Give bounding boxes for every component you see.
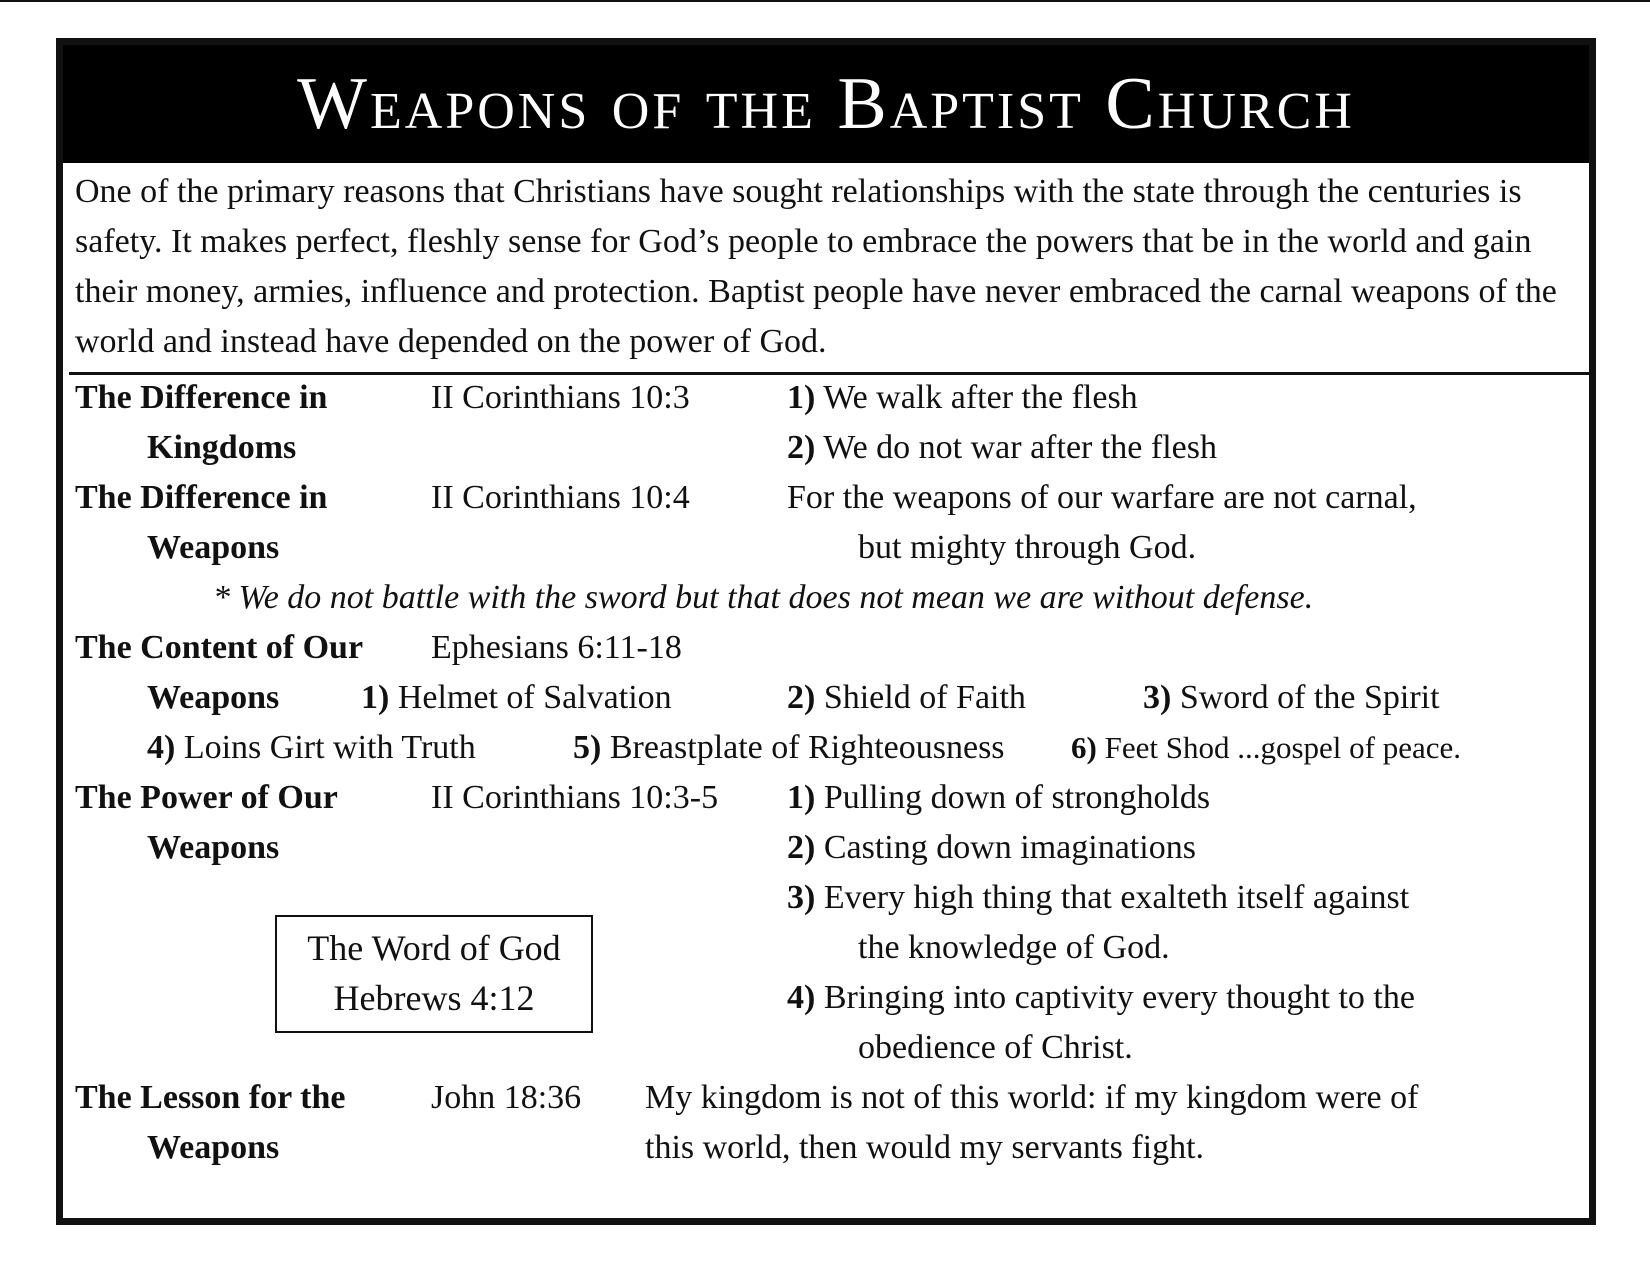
item-text: Breastplate of Righteousness: [609, 729, 1005, 766]
intro-paragraph: One of the primary reasons that Christians have sought relationships with the state through the centuries is safety. It makes perfect, fleshly sense for God’s people to embrace the powers that be in the world and gain their money, armies, influence and protection. Baptist people have never embraced the carnal weapons of the world and instead have depended on the power of God.: [75, 173, 1557, 360]
lesson-reference: John 18:36: [431, 1079, 582, 1116]
document-sheet: [56, 38, 1596, 1225]
power-item-4-continuation: obedience of Christ.: [858, 1029, 1133, 1066]
weapons-difference-heading-line2: Weapons: [147, 529, 280, 566]
item-number: 2): [787, 829, 816, 866]
item-number: 5): [573, 729, 602, 766]
content-heading-line2: Weapons: [147, 679, 280, 716]
content-item-1: [361, 673, 672, 723]
item-text: Every high thing that exalteth itself against: [823, 879, 1410, 916]
lesson-text-line1: My kingdom is not of this world: if my kingdom were of: [645, 1079, 1419, 1116]
power-item-1: [787, 773, 1210, 823]
power-item-2: [787, 823, 1196, 873]
item-text: Casting down imaginations: [823, 829, 1196, 866]
item-number: 3): [1143, 679, 1172, 716]
word-box-line1: The Word of God: [307, 928, 561, 968]
page-title: Weapons of the Baptist Church: [297, 63, 1355, 145]
power-item-3-continuation: the knowledge of God.: [858, 929, 1170, 966]
item-text: Helmet of Salvation: [397, 679, 672, 716]
item-text: Loins Girt with Truth: [183, 729, 476, 766]
kingdoms-heading-line2: Kingdoms: [147, 429, 297, 466]
item-text: Feet Shod ...gospel of peace.: [1104, 730, 1461, 765]
lesson-heading-line2: Weapons: [147, 1129, 280, 1166]
item-number: 1): [787, 779, 816, 816]
power-reference: II Corinthians 10:3-5: [431, 779, 719, 816]
power-heading-line2: Weapons: [147, 829, 280, 866]
weapons-difference-heading-line1: The Difference in: [75, 479, 328, 516]
content-item-3: [1143, 673, 1440, 723]
lesson-text-line2: this world, then would my servants fight.: [645, 1129, 1205, 1166]
lesson-heading-line1: The Lesson for the: [75, 1079, 346, 1116]
weapons-difference-text-line2: but mighty through God.: [858, 529, 1197, 566]
content-item-6: [1071, 723, 1461, 773]
top-rule: [0, 0, 1650, 2]
power-heading-line1: The Power of Our: [75, 779, 338, 816]
word-of-god-box: [275, 915, 593, 1033]
item-number: 4): [787, 979, 816, 1016]
content-heading-line1: The Content of Our: [75, 629, 364, 666]
item-text: We walk after the flesh: [823, 379, 1138, 416]
content-item-5: [573, 723, 1005, 773]
item-number: 3): [787, 879, 816, 916]
item-number: 4): [147, 729, 176, 766]
power-item-4: [787, 973, 1415, 1023]
item-text: Sword of the Spirit: [1179, 679, 1440, 716]
kingdoms-reference: II Corinthians 10:3: [431, 379, 690, 416]
weapons-difference-text-line1: For the weapons of our warfare are not carnal,: [787, 479, 1417, 516]
item-text: Bringing into captivity every thought to the: [823, 979, 1415, 1016]
kingdoms-item-2: [787, 423, 1217, 473]
item-number: 2): [787, 679, 816, 716]
word-box-line2: Hebrews 4:12: [333, 978, 535, 1018]
content-reference: Ephesians 6:11-18: [431, 629, 682, 666]
kingdoms-item-1: [787, 373, 1138, 423]
item-number: 1): [361, 679, 390, 716]
weapons-difference-reference: II Corinthians 10:4: [431, 479, 690, 516]
title-banner: [63, 45, 1589, 163]
content-item-2: [787, 673, 1026, 723]
item-text: Pulling down of strongholds: [823, 779, 1211, 816]
content-item-4: [147, 723, 476, 773]
weapons-difference-note: * We do not battle with the sword but that does not mean we are without defense.: [213, 579, 1314, 616]
item-text: We do not war after the flesh: [823, 429, 1217, 466]
item-number: 1): [787, 379, 816, 416]
power-item-3: [787, 873, 1409, 923]
item-text: Shield of Faith: [823, 679, 1026, 716]
item-number: 6): [1071, 730, 1097, 765]
kingdoms-heading-line1: The Difference in: [75, 379, 328, 416]
item-number: 2): [787, 429, 816, 466]
